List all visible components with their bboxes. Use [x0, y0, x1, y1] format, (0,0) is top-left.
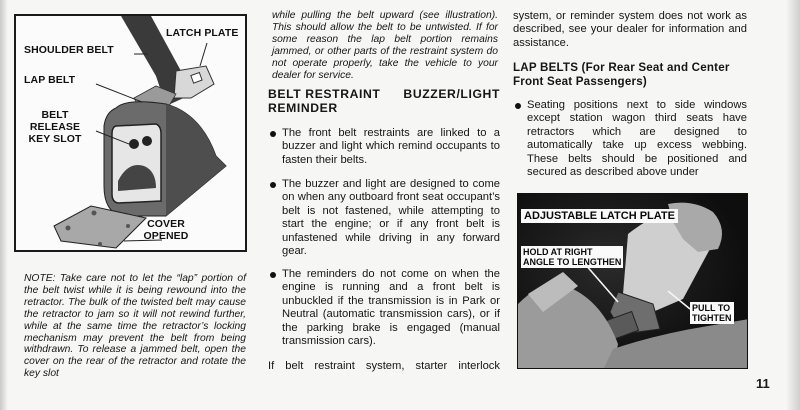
page-number: 11 — [756, 376, 770, 391]
callout-cover-opened: COVER OPENED — [143, 218, 189, 242]
interlock-continuation-paragraph: system, or reminder system does not work as described, see your dealer for information and assistance. — [513, 10, 747, 49]
reminder-bullet: The front belt restraints are linked to a buzzer and light which remind occupants to fasten their belts. — [268, 127, 500, 167]
photo-pull-label: PULL TO TIGHTEN — [692, 303, 732, 323]
photo-title-label: ADJUSTABLE LATCH PLATE — [521, 209, 678, 223]
callout-latch-plate: LATCH PLATE — [166, 27, 239, 39]
callout-belt-release-key-slot: BELT RELEASE KEY SLOT — [28, 109, 82, 145]
callout-shoulder-belt: SHOULDER BELT — [24, 44, 114, 56]
note-paragraph: NOTE: Take care not to let the “lap” portion of the belt twist while it is being rewound into the retractor. The bulk of the twisted belt may cause the retractor to jam so it will not rewind further, while at the same time the retractor’s locking mechanism may prevent the belt from being withdrawn. To release a jammed belt, open the cover on the rear of the retractor and rotate the key slot — [24, 273, 246, 380]
callout-lap-belt: LAP BELT — [24, 74, 76, 86]
reminder-bullet: The reminders do not come on when the engine is running and a front belt is unbuckled if the transmission is in Park or Neutral (automatic transmission cars), or if the parking brake is engaged (manual transmission cars). — [268, 268, 500, 348]
reminder-bullet: The buzzer and light are designed to come on when any outboard front seat occupant’s belt is not fastened, while attempting to start the engine; or if any front belt is unfastened while driving in any forward gear. — [268, 178, 500, 258]
lap-belts-heading: LAP BELTS (For Rear Seat and Center Front Seat Passengers) — [513, 61, 730, 88]
lap-belts-bullet: Seating positions next to side windows except station wagon third seats have retractors which are designed to automatically take up excess webbing. These belts should be positioned and secured as described above under — [513, 99, 747, 179]
reminder-section-heading: BELT RESTRAINT BUZZER/LIGHT REMINDER — [268, 87, 500, 115]
page-edge-shadow-left — [0, 0, 8, 410]
interlock-paragraph: If belt restraint system, starter interlock — [268, 360, 500, 372]
adjustable-latch-plate-photo — [517, 193, 748, 369]
note-continuation-paragraph: while pulling the belt upward (see illustration). This should allow the belt to be untwisted. If for some reason the lap belt portion remains jammed, or other parts of the restraint system do not operate properly, take the vehicle to your dealer for service. — [272, 10, 498, 81]
photo-hold-label: HOLD AT RIGHT ANGLE TO LENGTHEN — [523, 247, 622, 267]
retractor-diagram — [14, 14, 247, 252]
page-edge-shadow-right — [786, 0, 800, 410]
